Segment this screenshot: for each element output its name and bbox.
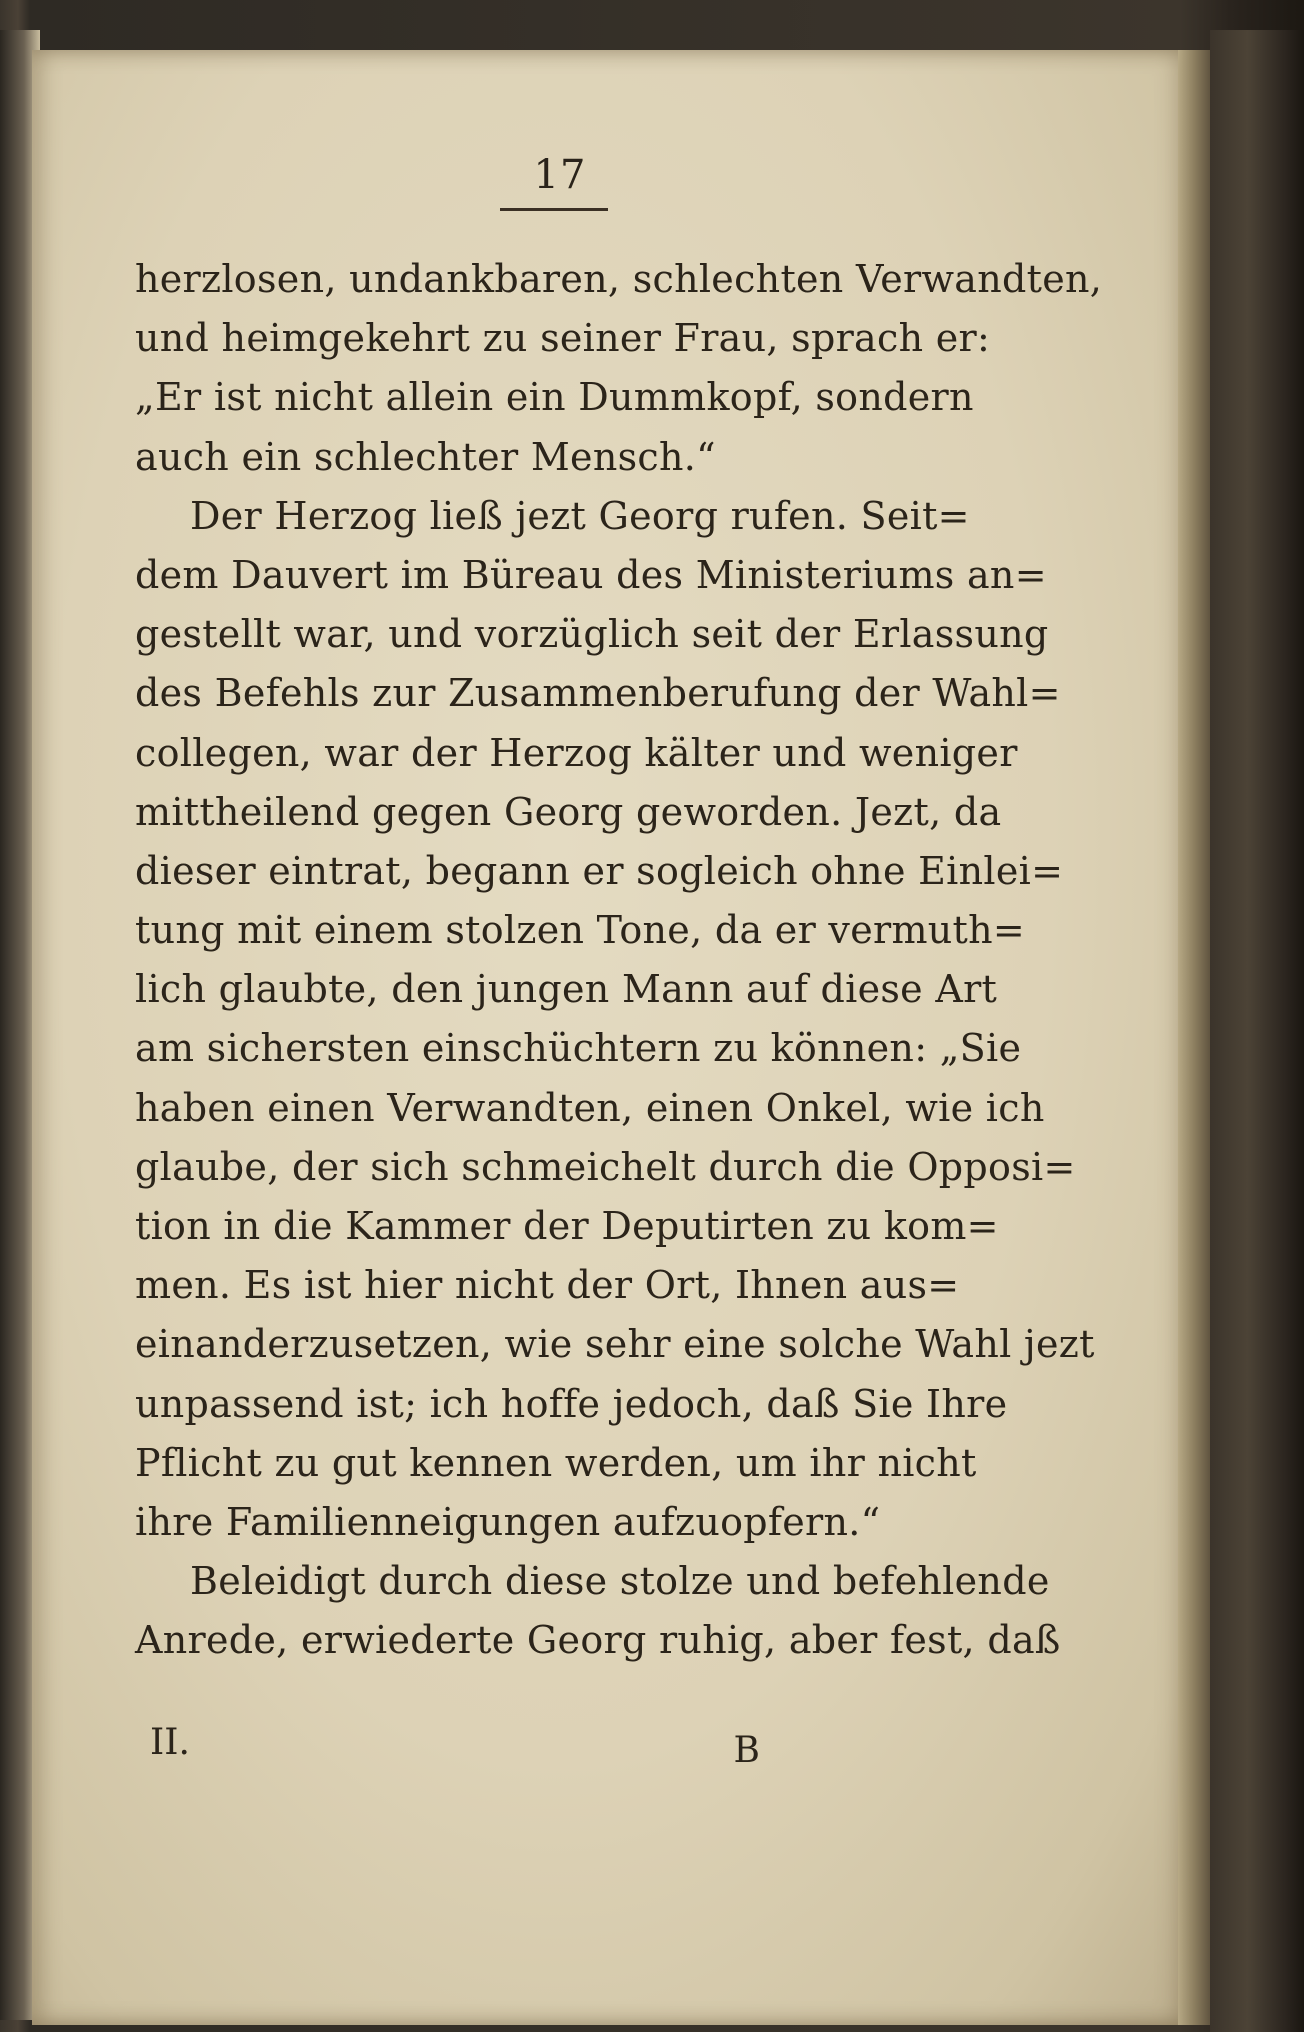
text-line: unpassend ist; ich hoffe jedoch, daß Sie Ihre [135,1381,1008,1426]
book-cover-edge [1210,30,1304,2032]
text-line: Pflicht zu gut kennen werden, um ihr nicht [135,1440,977,1485]
text-line: gestellt war, und vorzüglich seit der Erlassung [135,612,1049,657]
text-line: glaube, der sich schmeichelt durch die Opposi= [135,1144,1076,1189]
text-line: „Er ist nicht allein ein Dummkopf, sondern [135,375,974,420]
page-number: 17 [533,152,587,198]
text-line: des Befehls zur Zusammenberufung der Wahl= [135,671,1061,716]
signature-mark: II. [150,1722,190,1763]
text-line: einanderzusetzen, wie sehr eine solche Wahl jezt [135,1322,1095,1367]
page-number-rule [500,208,608,211]
text-line: Beleidigt durch diese stolze und befehlende [190,1559,1050,1604]
text-line: collegen, war der Herzog kälter und weniger [135,730,1018,775]
text-line: Anrede, erwiederte Georg ruhig, aber fest, daß [135,1618,1061,1663]
text-line: haben einen Verwandten, einen Onkel, wie ich [135,1085,1045,1130]
text-line: tung mit einem stolzen Tone, da er vermuth= [135,908,1026,953]
text-line: lich glaubte, den jungen Mann auf diese Art [135,967,998,1012]
text-line: ihre Familienneigungen aufzuopfern.“ [135,1499,881,1544]
sheet-mark: B [733,1730,760,1771]
text-line: auch ein schlechter Mensch.“ [135,434,716,479]
text-line: und heimgekehrt zu seiner Frau, sprach er: [135,316,991,361]
text-line: herzlosen, undankbaren, schlechten Verwandten, [135,257,1103,301]
text-line: men. Es ist hier nicht der Ort, Ihnen aus= [135,1263,960,1308]
body-text [135,250,1103,1671]
text-line: tion in die Kammer der Deputirten zu kom= [135,1204,999,1248]
text-line: am sichersten einschüchtern zu können: „Sie [135,1026,1022,1071]
text-line: mittheilend gegen Georg geworden. Jezt, da [135,789,1002,834]
text-line: Der Herzog ließ jezt Georg rufen. Seit= [190,493,970,538]
text-line: dem Dauvert im Büreau des Ministeriums an= [135,552,1047,597]
text-line: dieser eintrat, begann er sogleich ohne Einlei= [135,848,1064,893]
